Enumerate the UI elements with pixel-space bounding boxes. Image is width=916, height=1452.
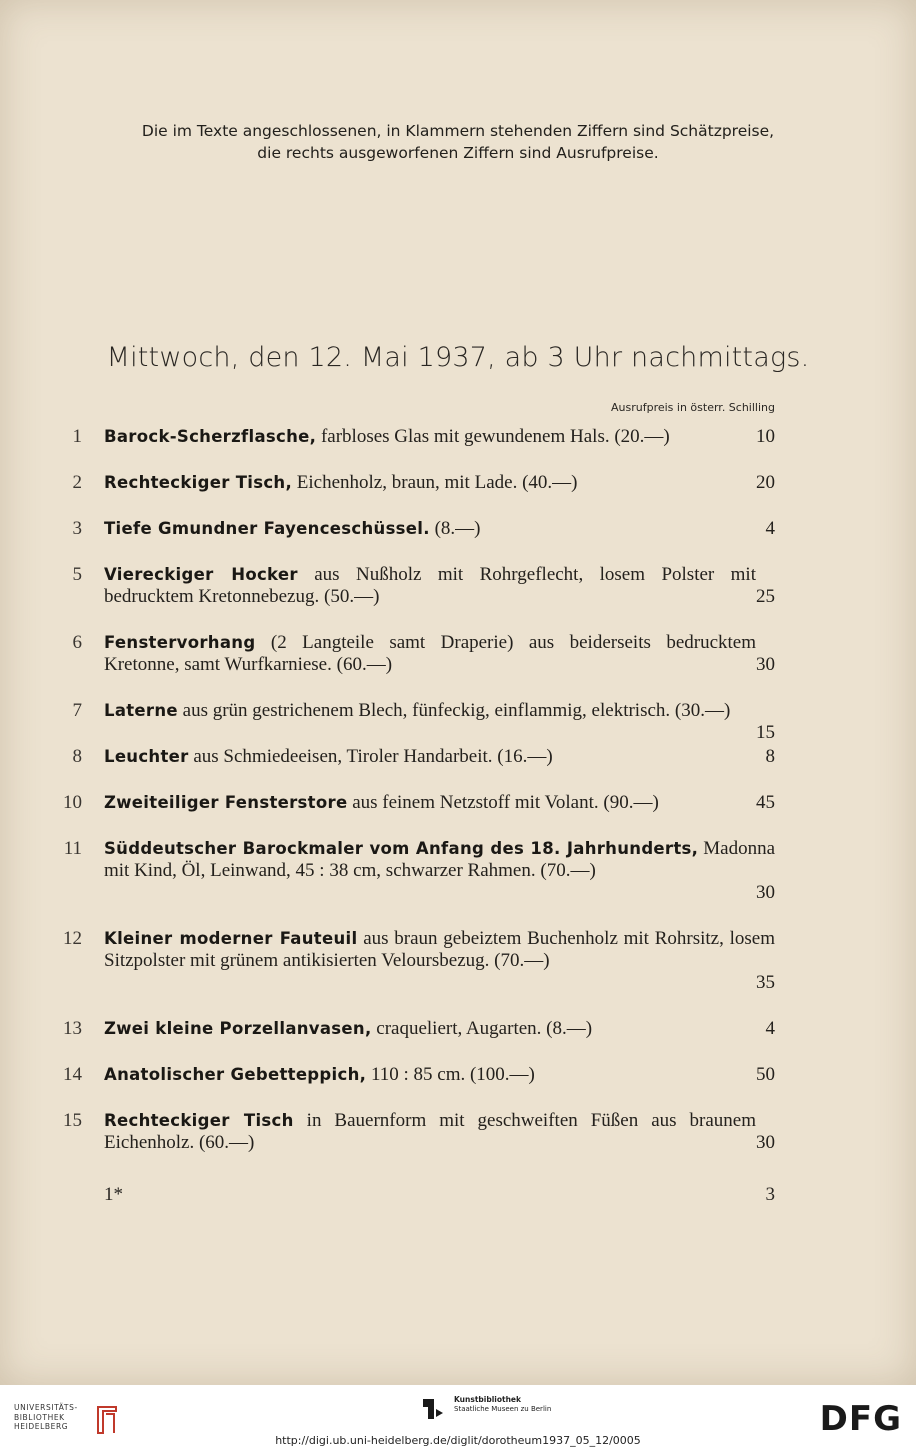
price-notice (40, 120, 876, 164)
lot-number: 10 (63, 792, 82, 813)
lot-price: 30 (756, 1132, 775, 1153)
lot-description: (2 Langteile samt Draperie) aus beiderseits bedrucktem Kretonne, samt Wurfkarniese. (60.—) (104, 632, 756, 675)
lot-title: Zwei kleine Porzellanvasen, (104, 1019, 372, 1038)
lot-price: 25 (756, 586, 775, 607)
lot-description: 110 : 85 cm. (100.—) (366, 1064, 535, 1085)
lot-price: 35 (756, 972, 775, 993)
lot-description: Eichenholz, braun, mit Lade. (40.—) (292, 472, 578, 493)
lot-number: 11 (63, 838, 82, 859)
lot-price: 45 (756, 792, 775, 813)
lot-price: 15 (756, 722, 775, 743)
lot-entry (0, 1064, 775, 1086)
lot-list (0, 420, 916, 1154)
lot-description: craqueliert, Augarten. (8.—) (371, 1018, 593, 1039)
heidelberg-library-text (14, 1403, 78, 1432)
lot-number: 14 (63, 1064, 82, 1085)
lot-number: 6 (72, 632, 82, 653)
notice-line-2: die rechts ausgeworfenen Ziffern sind Ausrufpreise. (257, 144, 659, 162)
lot-number: 5 (72, 564, 82, 585)
signature-mark: 1* (104, 1184, 123, 1205)
lot-description: aus Nußholz mit Rohrgeflecht, losem Polster mit bedrucktem Kretonnebezug. (50.—) (104, 564, 756, 607)
lot-number: 8 (72, 746, 82, 767)
lot-number: 2 (72, 472, 82, 493)
lot-entry (0, 472, 775, 494)
lot-number: 1 (72, 426, 82, 447)
page-number: 3 (765, 1184, 775, 1205)
permalink-url[interactable]: http://digi.ub.uni-heidelberg.de/diglit/dorotheum1937_05_12/0005 (275, 1434, 641, 1447)
kb-line-2: Staatliche Museen zu Berlin (454, 1405, 552, 1413)
lot-number: 3 (72, 518, 82, 539)
lot-description: (8.—) (429, 518, 481, 539)
lot-price: 4 (765, 518, 775, 539)
lot-entry (0, 792, 775, 814)
kunstbibliothek-logo[interactable] (420, 1393, 600, 1427)
lot-number: 7 (72, 700, 82, 721)
lot-number: 13 (63, 1018, 82, 1039)
lot-description: Madonna mit Kind, Öl, Leinwand, 45 : 38 cm, schwarzer Rahmen. (70.—) (104, 838, 775, 881)
lot-entry (0, 518, 775, 540)
lot-title: Rechteckiger Tisch (104, 1111, 294, 1130)
column-note: Ausrufpreis in österr. Schilling (611, 401, 775, 414)
lot-number: 15 (63, 1110, 82, 1131)
uni-line-3: HEIDELBERG (14, 1422, 69, 1431)
auction-date-heading: Mittwoch, den 12. Mai 1937, ab 3 Uhr nachmittags. (106, 342, 810, 373)
lot-title: Süddeutscher Barockmaler vom Anfang des 18. Jahrhunderts, (104, 839, 699, 858)
lot-price: 50 (756, 1064, 775, 1085)
lot-description: aus grün gestrichenem Blech, fünfeckig, einflammig, elektrisch. (30.—) (177, 700, 731, 721)
lot-title: Leuchter (104, 747, 189, 766)
lot-description: farbloses Glas mit gewundenem Hals. (20.—) (316, 426, 670, 447)
kunstbibliothek-emblem-icon (420, 1393, 446, 1425)
lot-price: 4 (765, 1018, 775, 1039)
lot-description: aus feinem Netzstoff mit Volant. (90.—) (347, 792, 659, 813)
lot-title: Laterne (104, 701, 178, 720)
lot-description: in Bauernform mit geschweiften Füßen aus braunem Eichenholz. (60.—) (104, 1110, 756, 1153)
lot-price: 8 (765, 746, 775, 767)
kunstbibliothek-text (454, 1395, 551, 1414)
lot-price: 20 (756, 472, 775, 493)
lot-title: Rechteckiger Tisch, (104, 473, 293, 492)
lot-title: Anatolischer Gebetteppich, (104, 1065, 367, 1084)
digitization-bar (0, 1385, 916, 1452)
uni-line-1: UNIVERSITÄTS- (14, 1403, 78, 1412)
lot-description: aus braun gebeiztem Buchenholz mit Rohrsitz, losem Sitzpolster mit grünem antikisierten Veloursbezug. (70.—) (104, 928, 775, 971)
lot-price: 10 (756, 426, 775, 447)
lot-title: Kleiner moderner Fauteuil (104, 929, 358, 948)
lot-entry (0, 564, 775, 608)
notice-line-1: Die im Texte angeschlossenen, in Klammern stehenden Ziffern sind Schätzpreise, (141, 122, 775, 140)
uni-line-2: BIBLIOTHEK (14, 1412, 65, 1422)
lot-entry (0, 1110, 775, 1154)
lot-title: Viereckiger Hocker (104, 565, 298, 584)
lot-description: aus Schmiedeeisen, Tiroler Handarbeit. (16.—) (188, 746, 553, 767)
lot-price: 30 (756, 654, 775, 675)
lot-entry (0, 746, 775, 768)
lot-number: 12 (63, 928, 82, 949)
lot-entry (0, 632, 775, 676)
lot-price: 30 (756, 882, 775, 903)
lot-title: Tiefe Gmundner Fayenceschüssel. (104, 519, 430, 538)
dfg-logo[interactable]: DFG (819, 1399, 902, 1439)
lot-entry (0, 838, 775, 904)
lot-entry (0, 1018, 775, 1040)
lot-title: Barock-Scherzflasche, (104, 427, 317, 446)
lot-entry (0, 700, 775, 743)
lot-title: Fenstervorhang (104, 633, 256, 652)
lot-title: Zweiteiliger Fensterstore (104, 793, 348, 812)
kb-line-1: Kunstbibliothek (454, 1395, 522, 1404)
lot-entry (0, 426, 775, 448)
library-emblem-icon (94, 1403, 120, 1437)
lot-entry (0, 928, 775, 994)
